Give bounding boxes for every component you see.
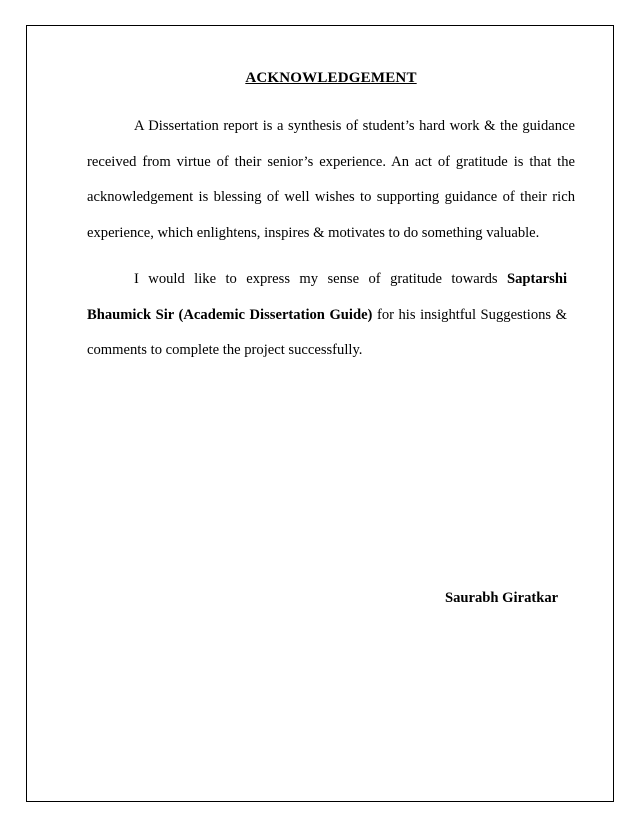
paragraph-intro: A Dissertation report is a synthesis of student’s hard work & the guidance received from virtue of their senior’s experience. An act of gratitude is that the acknowledgement is blessing of well wishes to supporting guidance of their rich experience, which enlightens, inspires & motivates to do something valuable. [87,118,575,241]
gratitude-intro-text: I would like to express my sense of gratitude towards [134,271,507,287]
paragraph-gratitude [87,262,567,369]
signature-name: Saurabh Giratkar [445,590,559,606]
gratitude-outro-text: for his insightful Suggestions & comments to complete the project successfully. [87,306,567,358]
document-body [87,70,575,369]
guide-name: Saptarshi Bhaumick Sir (Academic Dissertation Guide) [87,271,567,323]
page-title: ACKNOWLEDGEMENT [245,70,417,86]
